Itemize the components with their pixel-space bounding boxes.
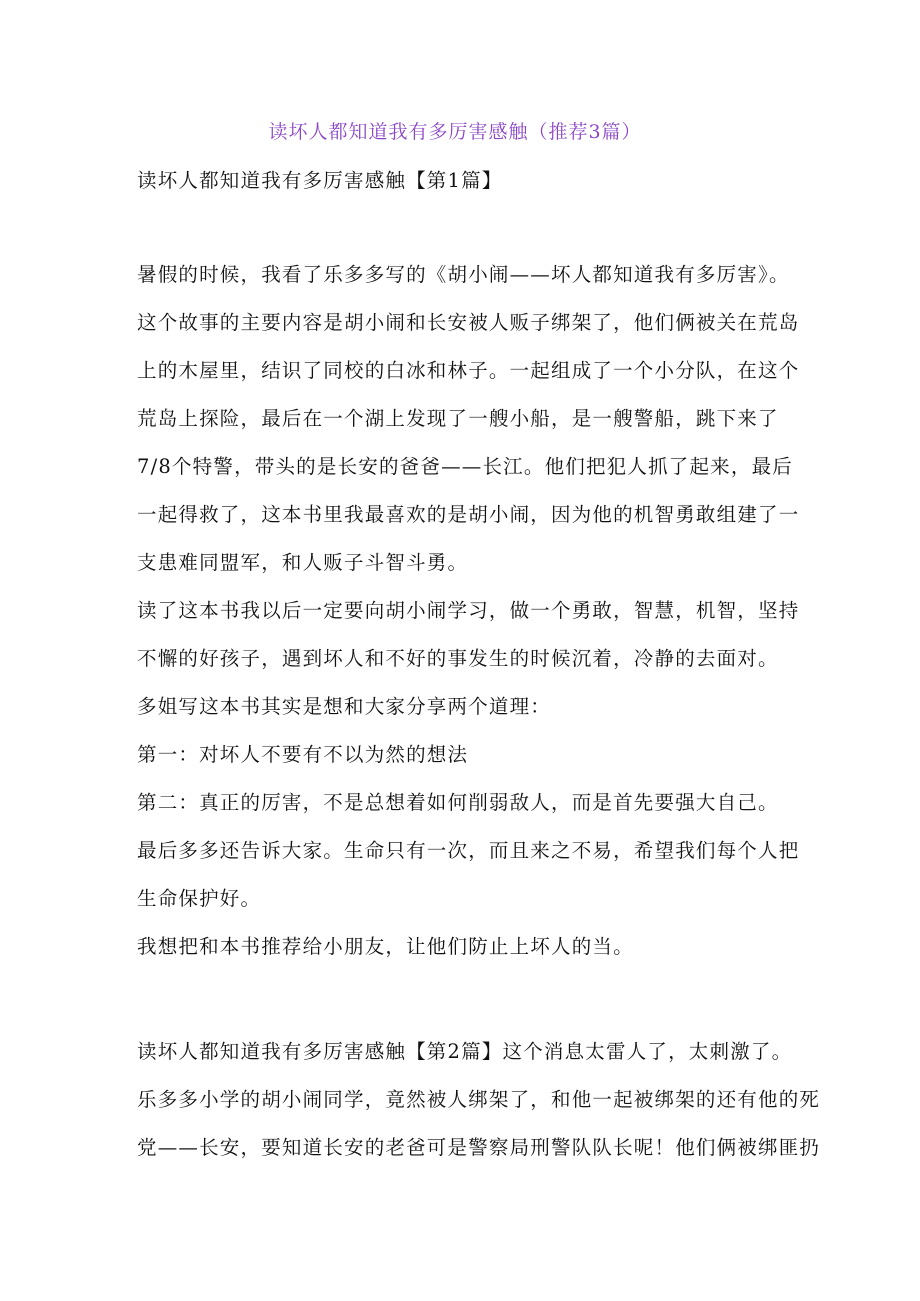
article-1-line: 不懈的好孩子，遇到坏人和不好的事发生的时候沉着，冷静的去面对。: [137, 647, 779, 670]
article-1-line: 7/8个特警，带头的是长安的爸爸——长江。他们把犯人抓了起来，最后: [137, 455, 793, 478]
article-1-line: 上的木屋里，结识了同校的白冰和林子。一起组成了一个小分队，在这个: [137, 359, 800, 382]
article-1-heading: 读坏人都知道我有多厉害感触【第1篇】: [137, 169, 503, 192]
article-1-line: 第二：真正的厉害，不是总想着如何削弱敌人，而是首先要强大自己。: [137, 791, 779, 814]
article-1-line: 支患难同盟军，和人贩子斗智斗勇。: [137, 551, 469, 574]
article-1-line: 一起得救了，这本书里我最喜欢的是胡小闹，因为他的机智勇敢组建了一: [137, 503, 800, 526]
article-2-line: 党——长安，要知道长安的老爸可是警察局刑警队队长呢！他们俩被绑匪扔: [137, 1136, 821, 1159]
article-2-line: 乐多多小学的胡小闹同学，竟然被人绑架了，和他一起被绑架的还有他的死: [137, 1088, 821, 1111]
article-1-line: 第一：对坏人不要有不以为然的想法: [137, 743, 469, 766]
article-1-line: 读了这本书我以后一定要向胡小闹学习，做一个勇敢，智慧，机智，坚持: [137, 599, 800, 622]
document-title: 读坏人都知道我有多厉害感触（推荐3篇）: [268, 121, 642, 143]
article-1-line: 暑假的时候，我看了乐多多写的《胡小闹——坏人都知道我有多厉害》。: [137, 263, 790, 286]
article-2-line: 读坏人都知道我有多厉害感触【第2篇】这个消息太雷人了，太刺激了。: [137, 1040, 793, 1063]
article-1-line: 最后多多还告诉大家。生命只有一次，而且来之不易，希望我们每个人把: [137, 839, 800, 862]
article-1-line: 荒岛上探险，最后在一个湖上发现了一艘小船，是一艘警船，跳下来了: [137, 407, 779, 430]
article-1-line: 多姐写这本书其实是想和大家分享两个道理：: [137, 695, 552, 718]
article-1-line: 这个故事的主要内容是胡小闹和长安被人贩子绑架了，他们俩被关在荒岛: [137, 311, 800, 334]
article-1-line: 生命保护好。: [137, 887, 262, 910]
article-1-line: 我想把和本书推荐给小朋友，让他们防止上坏人的当。: [137, 935, 634, 958]
